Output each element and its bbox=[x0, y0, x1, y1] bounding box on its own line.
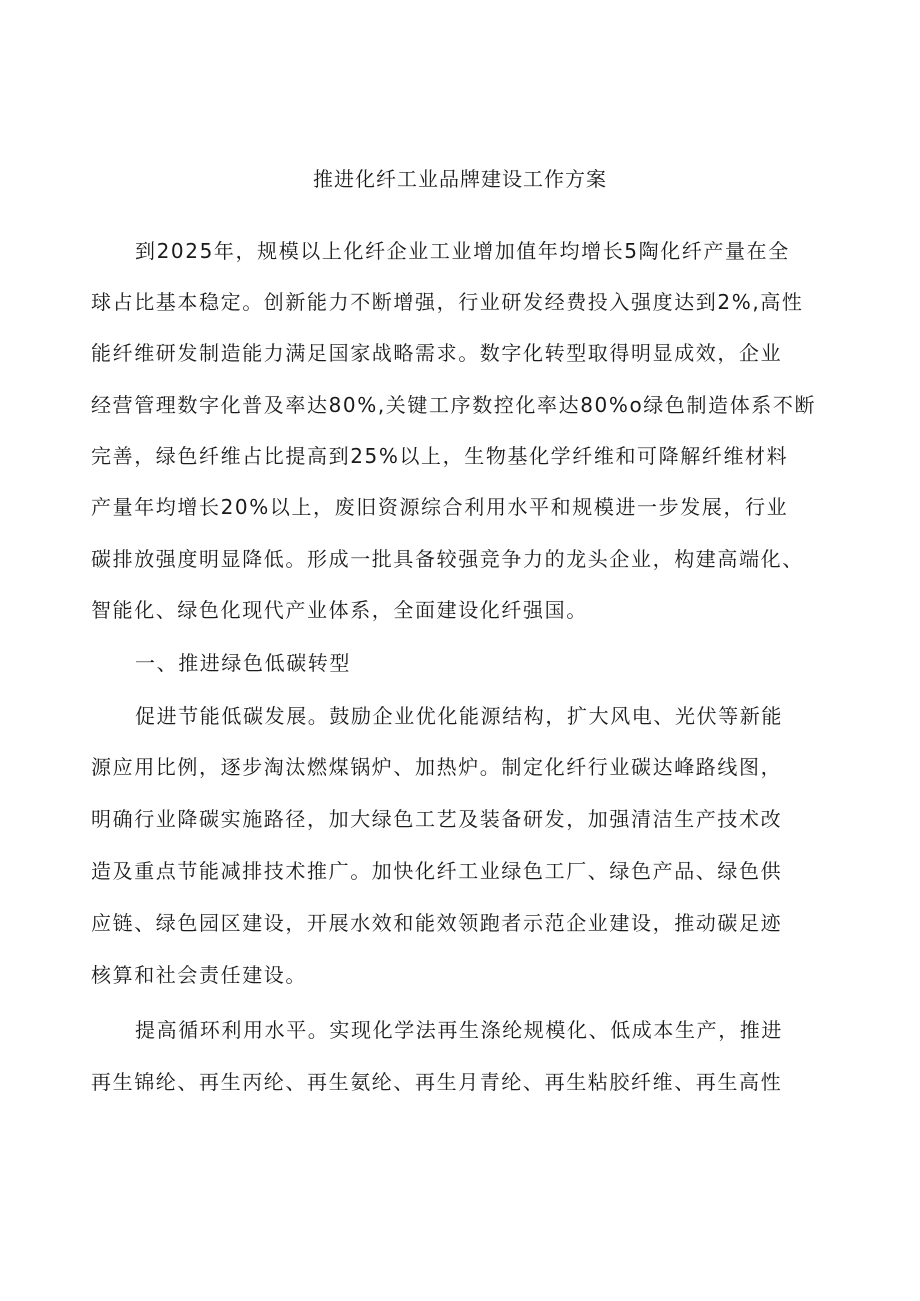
paragraph-2-line-6: 核算和社会责任建设。 bbox=[91, 963, 307, 987]
document-title: 推进化纤工业品牌建设工作方案 bbox=[313, 167, 607, 191]
paragraph-2-line-2: 源应用比例，逐步淘汰燃煤锅炉、加热炉。制定化纤行业碳达峰路线图， bbox=[91, 755, 783, 779]
section-1-heading: 一、推进绿色低碳转型 bbox=[135, 651, 351, 675]
paragraph-2-line-5: 应链、绿色园区建设，开展水效和能效领跑者示范企业建设，推动碳足迹 bbox=[91, 911, 783, 935]
paragraph-3-line-1: 提高循环利用水平。实现化学法再生涤纶规模化、低成本生产，推进 bbox=[135, 1018, 783, 1042]
paragraph-2-line-1: 促进节能低碳发展。鼓励企业优化能源结构，扩大风电、光伏等新能 bbox=[135, 704, 783, 728]
paragraph-1-line-5: 完善，绿色纤维占比提高到25%以上，生物基化学纤维和可降解纤维材料 bbox=[91, 444, 789, 468]
paragraph-2-line-4: 造及重点节能减排技术推广。加快化纤工业绿色工厂、绿色产品、绿色供 bbox=[91, 859, 783, 883]
paragraph-3-line-2: 再生锦纶、再生丙纶、再生氨纶、再生月青纶、再生粘胶纤维、再生高性 bbox=[91, 1070, 783, 1094]
paragraph-1-line-8: 智能化、绿色化现代产业体系，全面建设化纤强国。 bbox=[91, 598, 588, 622]
paragraph-1-line-1: 到2025年，规模以上化纤企业工业增加值年均增长5陶化纤产量在全 bbox=[135, 239, 790, 263]
paragraph-2-line-3: 明确行业降碳实施路径，加大绿色工艺及装备研发，加强清洁生产技术改 bbox=[91, 807, 783, 831]
paragraph-1-line-7: 碳排放强度明显降低。形成一批具备较强竞争力的龙头企业，构建高端化、 bbox=[91, 547, 804, 571]
paragraph-1-line-2: 球占比基本稳定。创新能力不断增强，行业研发经费投入强度达到2%,高性 bbox=[91, 290, 804, 314]
paragraph-1-line-4: 经营管理数字化普及率达80%,关键工序数控化率达80%o绿色制造体系不断 bbox=[91, 393, 817, 417]
paragraph-1-line-6: 产量年均增长20%以上，废旧资源综合利用水平和规模进一步发展，行业 bbox=[91, 495, 789, 519]
paragraph-1-line-3: 能纤维研发制造能力满足国家战略需求。数字化转型取得明显成效，企业 bbox=[91, 341, 783, 365]
